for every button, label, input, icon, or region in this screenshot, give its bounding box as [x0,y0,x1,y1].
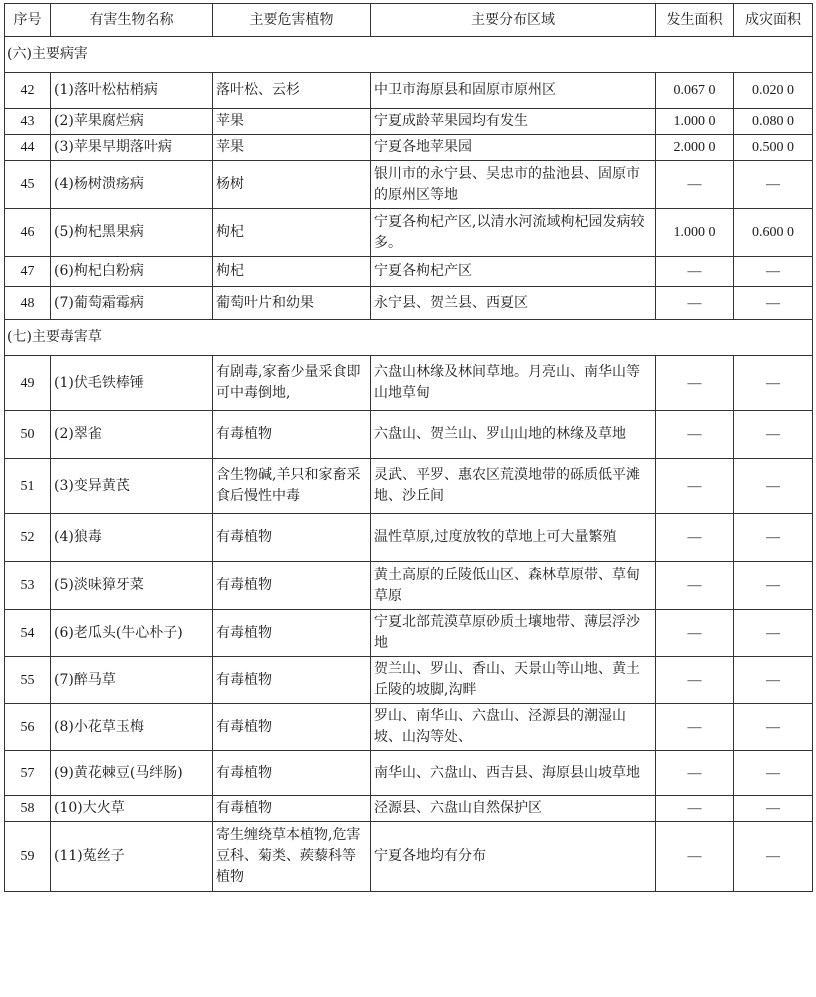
cell-area: 泾源县、六盘山自然保护区 [371,796,656,822]
cell-name: (6)老瓜头(牛心朴子) [51,610,213,657]
section-title: (六)主要病害 [5,37,813,73]
table-row [5,411,813,459]
cell-disaster: 0.500 0 [734,135,813,161]
cell-no: 57 [5,751,51,796]
cell-host: 含生物碱,羊只和家畜采食后慢性中毒 [213,459,371,514]
table-body [5,37,813,892]
cell-name: (4)狼毒 [51,514,213,562]
cell-occur: — [656,287,734,320]
cell-name: (8)小花草玉梅 [51,704,213,751]
cell-no: 56 [5,704,51,751]
cell-host: 有毒植物 [213,796,371,822]
cell-no: 44 [5,135,51,161]
cell-disaster: — [734,356,813,411]
cell-name: (5)淡味獐牙菜 [51,562,213,610]
cell-area: 永宁县、贺兰县、西夏区 [371,287,656,320]
cell-occur: 2.000 0 [656,135,734,161]
cell-disaster: 0.080 0 [734,109,813,135]
table-row [5,822,813,892]
cell-disaster: — [734,562,813,610]
table-row [5,751,813,796]
cell-disaster: — [734,161,813,209]
cell-no: 46 [5,209,51,257]
cell-disaster: — [734,287,813,320]
table-row [5,257,813,287]
cell-disaster: — [734,704,813,751]
cell-area: 黄土高原的丘陵低山区、森林草原带、草甸草原 [371,562,656,610]
cell-no: 43 [5,109,51,135]
cell-no: 52 [5,514,51,562]
cell-disaster: — [734,514,813,562]
section-row [5,37,813,73]
header-host: 主要危害植物 [213,4,371,37]
cell-host: 葡萄叶片和幼果 [213,287,371,320]
cell-name: (1)落叶松枯梢病 [51,73,213,109]
cell-area: 宁夏北部荒漠草原砂质土壤地带、薄层浮沙地 [371,610,656,657]
cell-name: (2)翠雀 [51,411,213,459]
cell-disaster: — [734,751,813,796]
cell-area: 南华山、六盘山、西吉县、海原县山坡草地 [371,751,656,796]
cell-disaster: — [734,822,813,892]
table-row [5,287,813,320]
cell-host: 杨树 [213,161,371,209]
header-row [5,4,813,37]
cell-area: 宁夏成龄苹果园均有发生 [371,109,656,135]
cell-no: 42 [5,73,51,109]
cell-no: 49 [5,356,51,411]
table-row [5,135,813,161]
cell-occur: — [656,610,734,657]
cell-name: (5)枸杞黑果病 [51,209,213,257]
cell-host: 有毒植物 [213,751,371,796]
cell-disaster: 0.020 0 [734,73,813,109]
cell-area: 贺兰山、罗山、香山、天景山等山地、黄土丘陵的坡脚,沟畔 [371,657,656,704]
cell-area: 中卫市海原县和固原市原州区 [371,73,656,109]
cell-name: (6)枸杞白粉病 [51,257,213,287]
cell-no: 47 [5,257,51,287]
header-name: 有害生物名称 [51,4,213,37]
cell-no: 50 [5,411,51,459]
cell-host: 有毒植物 [213,704,371,751]
table-row [5,73,813,109]
cell-name: (3)变异黄芪 [51,459,213,514]
table-row [5,356,813,411]
cell-occur: — [656,161,734,209]
cell-disaster: — [734,657,813,704]
cell-host: 寄生缠绕草本植物,危害豆科、菊类、蒺藜科等植物 [213,822,371,892]
cell-disaster: — [734,411,813,459]
section-row [5,320,813,356]
cell-host: 有毒植物 [213,657,371,704]
cell-name: (2)苹果腐烂病 [51,109,213,135]
cell-host: 有毒植物 [213,514,371,562]
cell-area: 宁夏各地均有分布 [371,822,656,892]
cell-area: 六盘山、贺兰山、罗山山地的林缘及草地 [371,411,656,459]
header-occur: 发生面积 [656,4,734,37]
pest-table [4,3,813,892]
table-row [5,562,813,610]
cell-area: 宁夏各枸杞产区 [371,257,656,287]
cell-occur: 1.000 0 [656,209,734,257]
table-row [5,514,813,562]
cell-disaster: — [734,459,813,514]
cell-host: 枸杞 [213,209,371,257]
cell-no: 48 [5,287,51,320]
cell-name: (7)醉马草 [51,657,213,704]
cell-no: 53 [5,562,51,610]
header-disaster: 成灾面积 [734,4,813,37]
cell-no: 45 [5,161,51,209]
cell-occur: — [656,459,734,514]
cell-occur: — [656,796,734,822]
table-row [5,704,813,751]
cell-no: 54 [5,610,51,657]
cell-no: 55 [5,657,51,704]
cell-host: 落叶松、云杉 [213,73,371,109]
header-no: 序号 [5,4,51,37]
cell-occur: — [656,562,734,610]
cell-area: 宁夏各枸杞产区,以清水河流域枸杞园发病较多。 [371,209,656,257]
cell-name: (1)伏毛铁棒锤 [51,356,213,411]
cell-occur: 0.067 0 [656,73,734,109]
cell-occur: — [656,257,734,287]
cell-disaster: — [734,796,813,822]
table-row [5,796,813,822]
cell-occur: — [656,822,734,892]
cell-no: 58 [5,796,51,822]
table-row [5,459,813,514]
cell-occur: — [656,751,734,796]
cell-name: (3)苹果早期落叶病 [51,135,213,161]
cell-area: 温性草原,过度放牧的草地上可大量繁殖 [371,514,656,562]
cell-name: (11)菟丝子 [51,822,213,892]
table-row [5,657,813,704]
cell-disaster: 0.600 0 [734,209,813,257]
cell-no: 51 [5,459,51,514]
cell-name: (7)葡萄霜霉病 [51,287,213,320]
cell-no: 59 [5,822,51,892]
table-row [5,109,813,135]
table-row [5,610,813,657]
cell-area: 六盘山林缘及林间草地。月亮山、南华山等山地草甸 [371,356,656,411]
cell-name: (9)黄花棘豆(马绊肠) [51,751,213,796]
cell-host: 苹果 [213,135,371,161]
cell-host: 有毒植物 [213,562,371,610]
cell-host: 苹果 [213,109,371,135]
cell-occur: — [656,356,734,411]
cell-host: 有毒植物 [213,610,371,657]
cell-area: 罗山、南华山、六盘山、泾源县的潮湿山坡、山沟等处、 [371,704,656,751]
table-row [5,209,813,257]
cell-occur: — [656,704,734,751]
cell-host: 有剧毒,家畜少量采食即可中毒倒地, [213,356,371,411]
cell-host: 枸杞 [213,257,371,287]
cell-name: (4)杨树溃疡病 [51,161,213,209]
cell-area: 灵武、平罗、惠农区荒漠地带的砾质低平滩地、沙丘间 [371,459,656,514]
cell-area: 银川市的永宁县、吴忠市的盐池县、固原市的原州区等地 [371,161,656,209]
cell-host: 有毒植物 [213,411,371,459]
cell-area: 宁夏各地苹果园 [371,135,656,161]
cell-occur: — [656,514,734,562]
cell-occur: 1.000 0 [656,109,734,135]
section-title: (七)主要毒害草 [5,320,813,356]
cell-occur: — [656,411,734,459]
table-row [5,161,813,209]
header-area: 主要分布区域 [371,4,656,37]
cell-disaster: — [734,257,813,287]
cell-occur: — [656,657,734,704]
cell-name: (10)大火草 [51,796,213,822]
cell-disaster: — [734,610,813,657]
